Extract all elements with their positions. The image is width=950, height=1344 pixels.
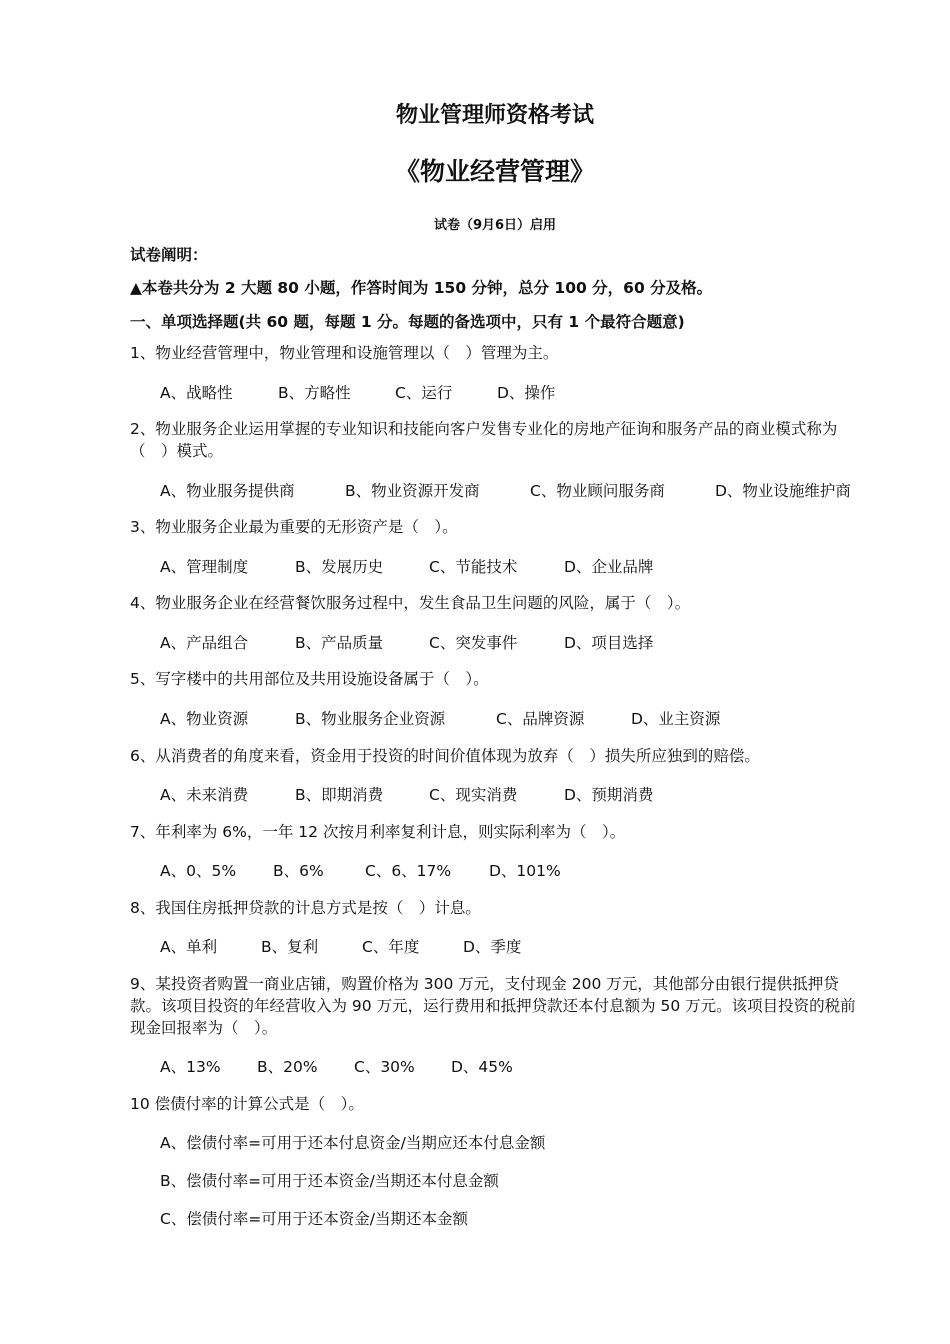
question-9-options <box>160 1055 513 1077</box>
option: A、管理制度 <box>160 558 249 576</box>
option: D、项目选择 <box>564 634 654 652</box>
option: B、物业服务企业资源 <box>295 710 446 728</box>
question-6: 6、从消费者的角度来看，资金用于投资的时间价值体现为放弃（ ）损失所应独到的赔偿。 <box>130 747 760 765</box>
option: B、方略性 <box>278 384 351 402</box>
option: C、现实消费 <box>429 786 518 804</box>
option: A、13% <box>160 1058 221 1076</box>
question-4: 4、物业服务企业在经营餐饮服务过程中，发生食品卫生问题的风险，属于（ ）。 <box>130 594 691 612</box>
question-7-options <box>160 859 561 881</box>
option: C、物业顾问服务商 <box>530 482 665 500</box>
option: C、突发事件 <box>429 634 518 652</box>
question-6-options <box>160 783 653 805</box>
instructions-label: 试卷阐明： <box>130 246 208 264</box>
paper-note: 试卷（9月6日）启用 <box>433 218 557 233</box>
option: C、30% <box>354 1058 415 1076</box>
question-2: 2、物业服务企业运用掌握的专业知识和技能向客户发售专业化的房地产征询和服务产品的商业模式称为（ ）模式。 <box>130 420 838 460</box>
option: C、节能技术 <box>429 558 518 576</box>
option: B、复利 <box>261 938 319 956</box>
option: C、6、17% <box>365 862 452 880</box>
option: A、战略性 <box>160 384 233 402</box>
question-5: 5、写字楼中的共用部位及共用设施设备属于（ ）。 <box>130 670 489 688</box>
option: B、20% <box>257 1058 318 1076</box>
question-3: 3、物业服务企业最为重要的无形资产是（ ）。 <box>130 518 458 536</box>
question-5-options <box>160 707 720 729</box>
option: B、物业资源开发商 <box>345 482 480 500</box>
option: D、45% <box>451 1058 513 1076</box>
option: D、物业设施维护商 <box>715 482 851 500</box>
option: A、物业资源 <box>160 710 249 728</box>
question-10-option-b: B、偿债付率=可用于还本资金/当期还本付息金额 <box>160 1172 499 1190</box>
option: A、物业服务提供商 <box>160 482 295 500</box>
option: D、预期消费 <box>564 786 654 804</box>
option: D、企业品牌 <box>564 558 654 576</box>
question-8: 8、我国住房抵押贷款的计息方式是按（ ）计息。 <box>130 899 481 917</box>
option: B、即期消费 <box>295 786 384 804</box>
question-10: 10 偿债付率的计算公式是（ ）。 <box>130 1095 364 1113</box>
option: C、年度 <box>362 938 420 956</box>
question-7: 7、年利率为 6%，一年 12 次按月利率复利计息，则实际利率为（ ）。 <box>130 823 626 841</box>
option: B、发展历史 <box>295 558 384 576</box>
question-3-options <box>160 555 653 577</box>
option: C、运行 <box>395 384 453 402</box>
option: A、0、5% <box>160 862 237 880</box>
instructions-summary: ▲本卷共分为 2 大题 80 小题，作答时间为 150 分钟，总分 100 分，60 分及格。 <box>130 279 713 297</box>
question-4-options <box>160 631 653 653</box>
question-2-options <box>160 479 851 501</box>
question-8-options <box>160 935 521 957</box>
option: C、品牌资源 <box>496 710 585 728</box>
option: A、未来消费 <box>160 786 249 804</box>
section-heading: 一、单项选择题(共 60 题，每题 1 分。每题的备选项中，只有 1 个最符合题意) <box>130 313 685 331</box>
question-10-option-c: C、偿债付率=可用于还本资金/当期还本金额 <box>160 1210 469 1228</box>
option: D、季度 <box>463 938 522 956</box>
exam-title: 物业管理师资格考试 <box>395 103 594 128</box>
option: A、产品组合 <box>160 634 249 652</box>
option: D、101% <box>489 862 561 880</box>
option: D、业主资源 <box>631 710 721 728</box>
question-9: 9、某投资者购置一商业店铺，购置价格为 300 万元，支付现金 200 万元，其他部分由银行提供抵押贷款。该项目投资的年经营收入为 90 万元，运行费用和抵押贷款还本付息额为 50 万元。该项目投资的税前现金回报率为（ ）。 <box>130 975 856 1037</box>
option: D、操作 <box>497 384 556 402</box>
option: A、单利 <box>160 938 218 956</box>
subject-title: 《物业经营管理》 <box>394 157 595 186</box>
question-1: 1、物业经营管理中，物业管理和设施管理以（ ）管理为主。 <box>130 344 559 362</box>
option: B、产品质量 <box>295 634 384 652</box>
question-10-option-a: A、偿债付率=可用于还本付息资金/当期应还本付息金额 <box>160 1134 546 1152</box>
question-1-options <box>160 381 555 403</box>
option: B、6% <box>273 862 324 880</box>
